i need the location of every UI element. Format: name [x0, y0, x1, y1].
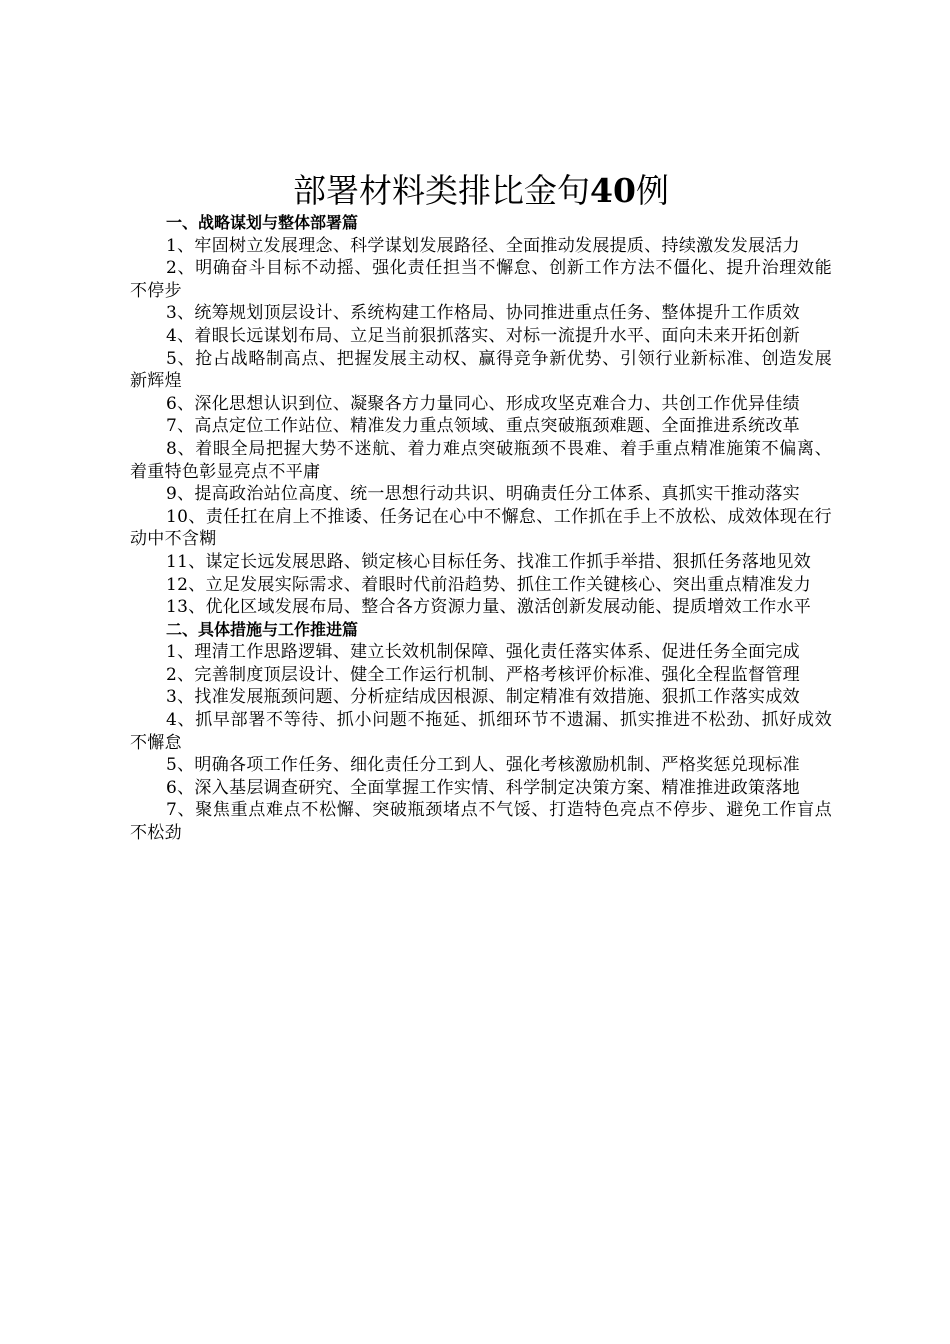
list-item: 6、深化思想认识到位、凝聚各方力量同心、形成攻坚克难合力、共创工作优异佳绩: [166, 393, 800, 414]
list-item: 13、优化区域发展布局、整合各方资源力量、激活创新发展动能、提质增效工作水平: [166, 597, 812, 618]
title-suffix: 例: [635, 171, 669, 210]
list-item: 9、提高政治站位高度、统一思想行动共识、明确责任分工体系、真抓实干推动落实: [166, 484, 800, 505]
list-item: 10、责任扛在肩上不推诿、任务记在心中不懈怠、工作抓在手上不放松、成效体现在行动中不含糊: [130, 506, 832, 550]
list-item: 3、找准发展瓶颈问题、分析症结成因根源、制定精准有效措施、狠抓工作落实成效: [166, 687, 800, 708]
list-item: 7、高点定位工作站位、精准发力重点领域、重点突破瓶颈难题、全面推进系统改革: [166, 416, 800, 437]
list-item: 1、牢固树立发展理念、科学谋划发展路径、全面推动发展提质、持续激发发展活力: [166, 235, 800, 256]
document-page: [130, 170, 832, 845]
list-item: 11、谋定长远发展思路、锁定核心目标任务、找准工作抓手举措、狠抓任务落地见效: [166, 551, 812, 572]
list-item: 6、深入基层调查研究、全面掌握工作实情、科学制定决策方案、精准推进政策落地: [166, 777, 800, 798]
list-item: 5、抢占战略制高点、把握发展主动权、赢得竞争新优势、引领行业新标准、创造发展新辉煌: [130, 348, 832, 392]
list-item: 4、着眼长远谋划布局、立足当前狠抓落实、对标一流提升水平、面向未来开拓创新: [166, 325, 800, 346]
list-item: 2、明确奋斗目标不动摇、强化责任担当不懈怠、创新工作方法不僵化、提升治理效能不停步: [130, 258, 832, 301]
list-item: 8、着眼全局把握大势不迷航、着力难点突破瓶颈不畏难、着手重点精准施策不偏离、着重特色彰显亮点不平庸: [130, 438, 832, 482]
title-number: 40: [590, 171, 636, 210]
document-title: [130, 170, 832, 212]
title-text: 部署材料类排比金句: [293, 171, 591, 210]
list-item: 7、聚焦重点难点不松懈、突破瓶颈堵点不气馁、打造特色亮点不停步、避免工作盲点不松劲: [130, 800, 832, 844]
section-heading: 二、具体措施与工作推进篇: [166, 619, 359, 639]
section-strategy: [130, 212, 832, 619]
list-item: 2、完善制度顶层设计、健全工作运行机制、严格考核评价标准、强化全程监督管理: [166, 664, 800, 685]
list-item: 4、抓早部署不等待、抓小问题不拖延、抓细环节不遗漏、抓实推进不松劲、抓好成效不懈怠: [130, 710, 832, 753]
list-item: 1、理清工作思路逻辑、建立长效机制保障、强化责任落实体系、促进任务全面完成: [166, 642, 800, 663]
section-measures: [130, 619, 832, 845]
section-heading: 一、战略谋划与整体部署篇: [166, 213, 359, 232]
list-item: 12、立足发展实际需求、着眼时代前沿趋势、抓住工作关键核心、突出重点精准发力: [166, 574, 812, 595]
list-item: 3、统筹规划顶层设计、系统构建工作格局、协同推进重点任务、整体提升工作质效: [166, 303, 800, 324]
list-item: 5、明确各项工作任务、细化责任分工到人、强化考核激励机制、严格奖惩兑现标准: [166, 755, 800, 776]
